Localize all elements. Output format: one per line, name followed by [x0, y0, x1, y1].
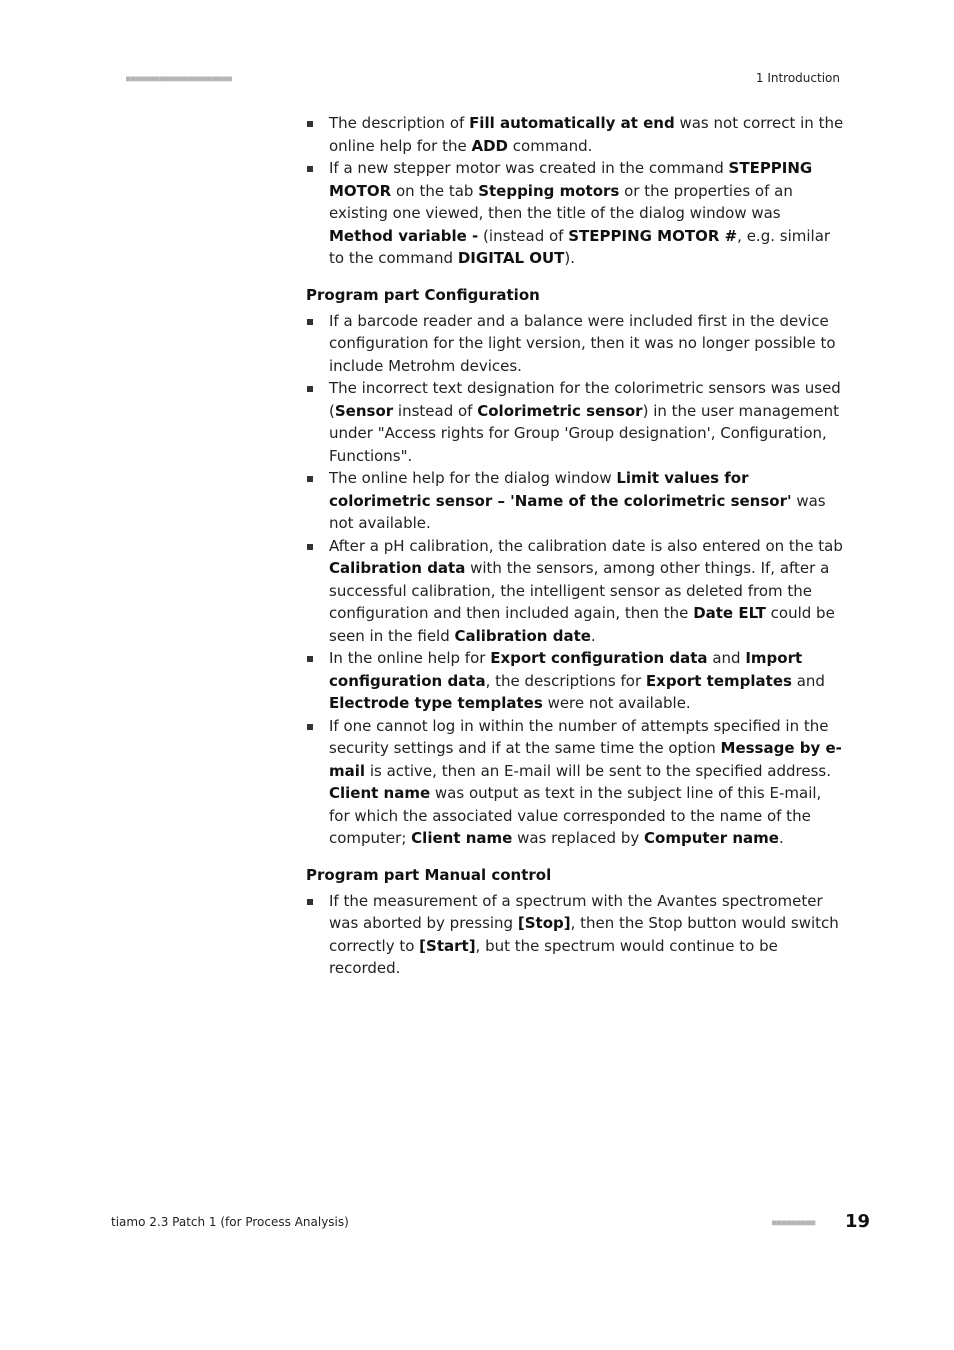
text-run: If a new stepper motor was created in the command: [329, 159, 729, 177]
bold-term: Date ELT: [693, 604, 766, 622]
list-item: [306, 890, 846, 980]
list-item: [306, 535, 846, 648]
text-run: on the tab: [391, 181, 479, 200]
bold-term: STEPPING MOTOR #: [568, 226, 738, 245]
section-bullet-list: [306, 310, 846, 850]
text-run: with the sensors, among other things. If, after a successful calibration, the intelligent sensor as deleted from the configuration and then included again, then the: [329, 559, 830, 622]
text-run: was replaced by: [512, 829, 645, 847]
text-run: The description of: [329, 114, 470, 132]
sections-container: [306, 284, 846, 980]
bold-term: DIGITAL OUT: [457, 249, 565, 267]
main-content: [306, 112, 846, 980]
bold-term: Calibration date: [454, 626, 591, 645]
text-run: and: [791, 671, 825, 690]
bold-term: Electrode type templates: [329, 694, 543, 712]
bold-term: ADD: [471, 136, 509, 155]
list-item: [306, 715, 846, 850]
section-heading: Program part Manual control: [306, 865, 552, 884]
text-run: If a barcode reader and a balance were included first in the device configuration for the light version, then it was no longer possible to include Metrohm devices.: [329, 311, 836, 375]
list-item: [306, 377, 846, 467]
text-run: If the measurement of a spectrum with the Avantes spectrometer was aborted by pressing: [329, 891, 823, 932]
text-run: After a pH calibration, the calibration date is also entered on the tab: [329, 536, 843, 555]
text-run: command.: [508, 136, 593, 155]
bold-term: Limit values for colorimetric sensor – 'Name of the colorimetric sensor': [329, 469, 792, 510]
bold-term: Stepping motors: [478, 181, 620, 200]
bold-term: [Stop]: [517, 914, 571, 932]
bold-term: Export configuration data: [490, 649, 708, 667]
text-run: .: [590, 626, 596, 645]
bold-term: Method variable -: [329, 226, 479, 245]
text-run: and: [707, 649, 746, 667]
text-run: , the descriptions for: [485, 671, 646, 690]
text-run: If one cannot log in within the number of attempts specified in the security settings and if at the same time the option: [329, 716, 829, 757]
footer-document-title: tiamo 2.3 Patch 1 (for Process Analysis): [111, 1215, 349, 1229]
running-header-chapter: 1 Introduction: [755, 71, 840, 85]
text-run: was not available.: [329, 491, 826, 532]
footer-decor-bar: ■■■■■■■■■: [772, 1218, 816, 1227]
bold-term: Message by e-mail: [329, 739, 842, 780]
bold-term: Sensor: [334, 401, 394, 420]
text-run: In the online help for: [329, 649, 491, 667]
list-item: [306, 647, 846, 715]
text-run: could be seen in the field: [329, 604, 835, 645]
text-run: was not correct in the online help for the: [329, 114, 844, 155]
text-run: was output as text in the subject line of this E-mail, for which the associated value corresponded to the name of the computer;: [329, 784, 822, 847]
list-item: [306, 310, 846, 378]
header-decor-bar: ■■■■■■■■■■■■■■■■■■■■■■: [126, 74, 232, 83]
bold-term: Colorimetric sensor: [477, 401, 643, 420]
list-item: [306, 157, 846, 270]
bold-term: Computer name: [644, 829, 779, 847]
text-run: is active, then an E-mail will be sent to the specified address.: [365, 761, 831, 780]
text-run: The incorrect text designation for the colorimetric sensors was used (: [329, 379, 841, 420]
bold-term: Export templates: [645, 671, 792, 690]
text-run: (instead of: [478, 226, 569, 245]
bold-term: STEPPING MOTOR: [329, 159, 813, 200]
bold-term: Import configuration data: [329, 649, 803, 690]
list-item: [306, 467, 846, 535]
bold-term: Fill automatically at end: [469, 114, 675, 132]
text-run: , e.g. similar to the command: [329, 226, 831, 267]
text-run: instead of: [393, 401, 478, 420]
text-run: , but the spectrum would continue to be recorded.: [329, 936, 778, 977]
bold-term: Calibration data: [329, 559, 466, 577]
section-bullet-list: [306, 890, 846, 980]
text-run: or the properties of an existing one viewed, then the title of the dialog window was: [329, 181, 793, 222]
bold-term: Client name: [411, 829, 513, 847]
text-run: ).: [564, 249, 576, 267]
list-item: [306, 112, 846, 157]
bold-term: [Start]: [419, 936, 476, 955]
text-run: .: [778, 829, 784, 847]
text-run: were not available.: [542, 694, 691, 712]
page-number: 19: [845, 1211, 871, 1232]
section-heading: Program part Configuration: [306, 285, 540, 304]
bold-term: Client name: [329, 784, 431, 802]
text-run: , then the Stop button would switch correctly to: [329, 914, 839, 955]
text-run: ) in the user management under "Access rights for Group 'Group designation', Configuration, Functions".: [329, 401, 839, 465]
text-run: The online help for the dialog window: [329, 469, 617, 487]
intro-bullet-list: [306, 112, 846, 270]
